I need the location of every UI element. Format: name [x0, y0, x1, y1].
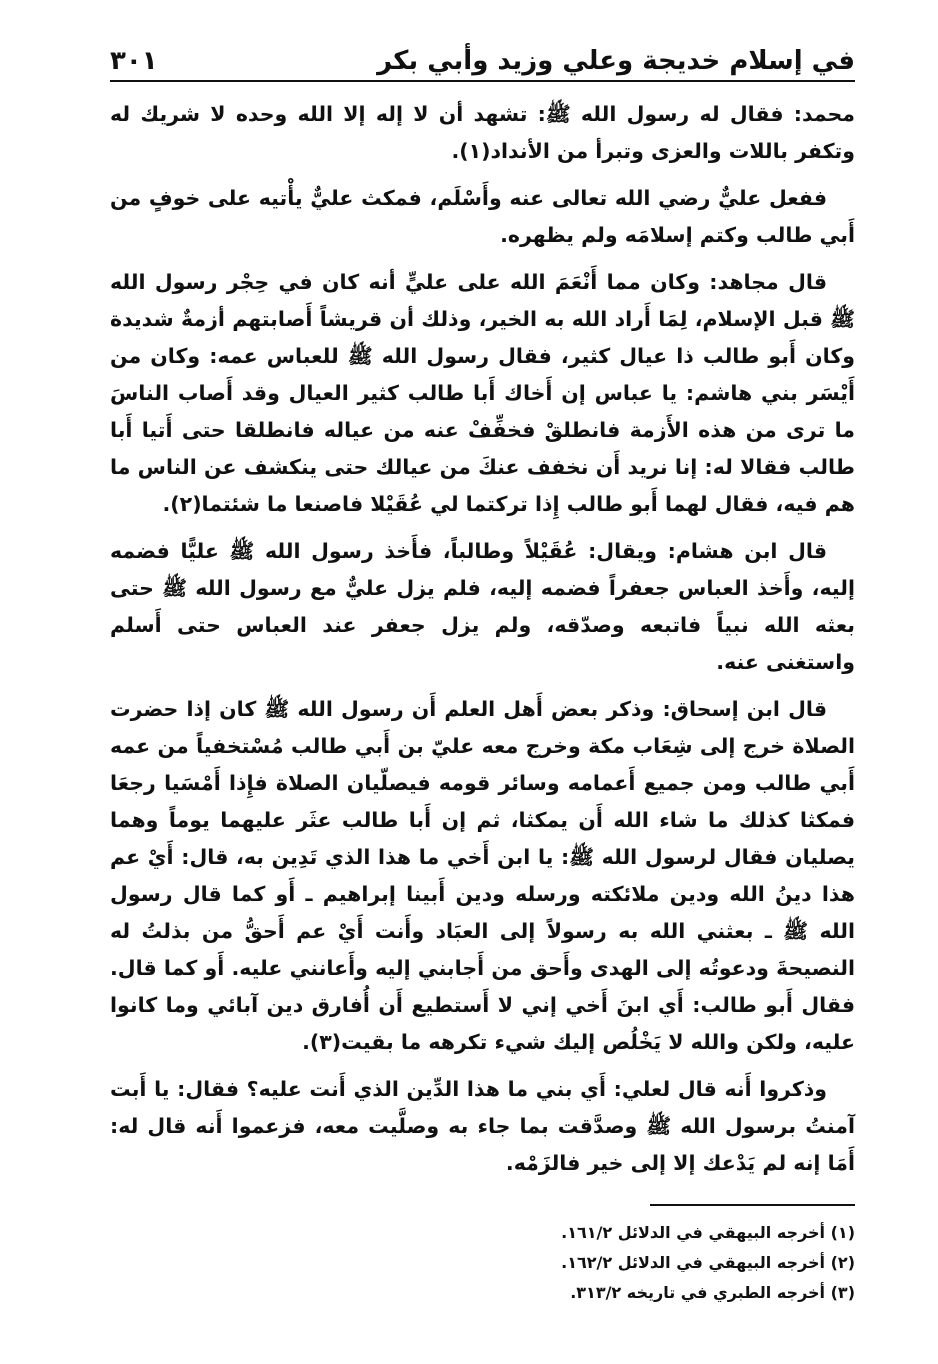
paragraph-5: قال ابن إسحاق: وذكر بعض أَهل العلم أَن رسول الله ﷺ كان إذا حضرت الصلاة خرج إلى شِعَاب مكة وخرج معه عليّ بن أَبي طالب مُسْتخفياً من عمه أَبي طالب ومن جميع أَعمامه وسائر قومه فيصلّيان الصلاة فإِذا أَمْسَيا رجعَا فمكثا كذلك ما شاء الله أَن يمكثا، ثم إن أَبا طالب عثَر عليهما يوماً وهما يصليان فقال لرسول الله ﷺ: يا ابن أَخي ما هذا الذي تَدِين به، قال: أَيْ عم هذا دينُ الله ودين ملائكته ورسله ودين أَبينا إبراهيم ـ أَو كما قال رسول الله ﷺ ـ بعثني الله به رسولاً إلى العبَاد وأَنت أَيْ عم أَحقُّ من بذلتُ له النصيحةَ ودعوتُه إلى الهدى وأَحق من أَجابني إليه وأَعانني عليه. أَو كما قال. فقال أَبو طالب: أَي ابنَ أَخي إني لا أَستطيع أَن أُفارق دين آبائي وما كانوا عليه، ولكن والله لا يَخْلُص إليك شيء تكرهه ما بقيت(٣). [110, 697, 855, 1054]
footnotes [110, 1218, 855, 1308]
book-page [110, 38, 855, 1308]
main-text [110, 96, 855, 1182]
footnote-3: (٣) أخرجه الطبري في تاريخه ٣١٣/٢. [570, 1283, 855, 1302]
footnote-divider [650, 1204, 855, 1206]
footnote-1: (١) أخرجه البيهقي في الدلائل ١٦١/٢. [561, 1223, 855, 1242]
paragraph-6: وذكروا أَنه قال لعلي: أَي بني ما هذا الدِّين الذي أَنت عليه؟ فقال: يا أَبت آمنتُ برسول الله ﷺ وصدَّقت بما جاء به وصلَّيت معه، فزعموا أَنه قال له: أَمَا إنه لم يَدْعك إلا إلى خير فالزَمْه. [110, 1077, 855, 1175]
footnote-2: (٢) أخرجه البيهقي في الدلائل ١٦٢/٢. [561, 1253, 855, 1272]
paragraph-4: قال ابن هشام: ويقال: عُقَيْلاً وطالباً، فأَخذ رسول الله ﷺ عليًّا فضمه إليه، وأَخذ العباس جعفراً فضمه إليه، فلم يزل عليٌّ مع رسول الله ﷺ حتى بعثه الله نبياً فاتبعه وصدّقه، ولم يزل جعفر عند العباس حتى أَسلم واستغنى عنه. [110, 539, 855, 674]
running-title: في إسلام خديجة وعلي وزيد وأبي بكر [377, 46, 855, 76]
page-header [110, 38, 855, 82]
paragraph-3: قال مجاهد: وكان مما أَنْعَمَ الله على عليٍّ أنه كان في حِجْر رسول الله ﷺ قبل الإسلام، لِمَا أَراد الله به الخير، وذلك أن قريشاً أَصابتهم أزمةٌ شديدة وكان أَبو طالب ذا عيال كثير، فقال رسول الله ﷺ للعباس عمه: وكان من أَيْسَر بني هاشم: يا عباس إن أَخاك أَبا طالب كثير العيال وقد أَصاب الناسَ ما ترى من هذه الأَزمة فانطلقْ فخفِّفْ عنه من عياله فانطلقا حتى أَتيا أَبا طالب فقالا له: إنا نريد أَن نخفف عنكَ من عيالك حتى ينكشف عن الناس ما هم فيه، فقال لهما أَبو طالب إِذا تركتما لي عُقَيْلا فاصنعا ما شئتما(٢). [110, 270, 855, 516]
page-number: ٣٠١ [110, 46, 158, 76]
paragraph-2: ففعل عليٌّ رضي الله تعالى عنه وأَسْلَم، فمكث عليٌّ يأْتيه على خوفٍ من أَبي طالب وكتم إسلامَه ولم يظهره. [110, 186, 855, 247]
paragraph-1: محمد: فقال له رسول الله ﷺ: تشهد أن لا إله إلا الله وحده لا شريك له وتكفر باللات والعزى وتبرأ من الأنداد(١). [110, 102, 855, 163]
